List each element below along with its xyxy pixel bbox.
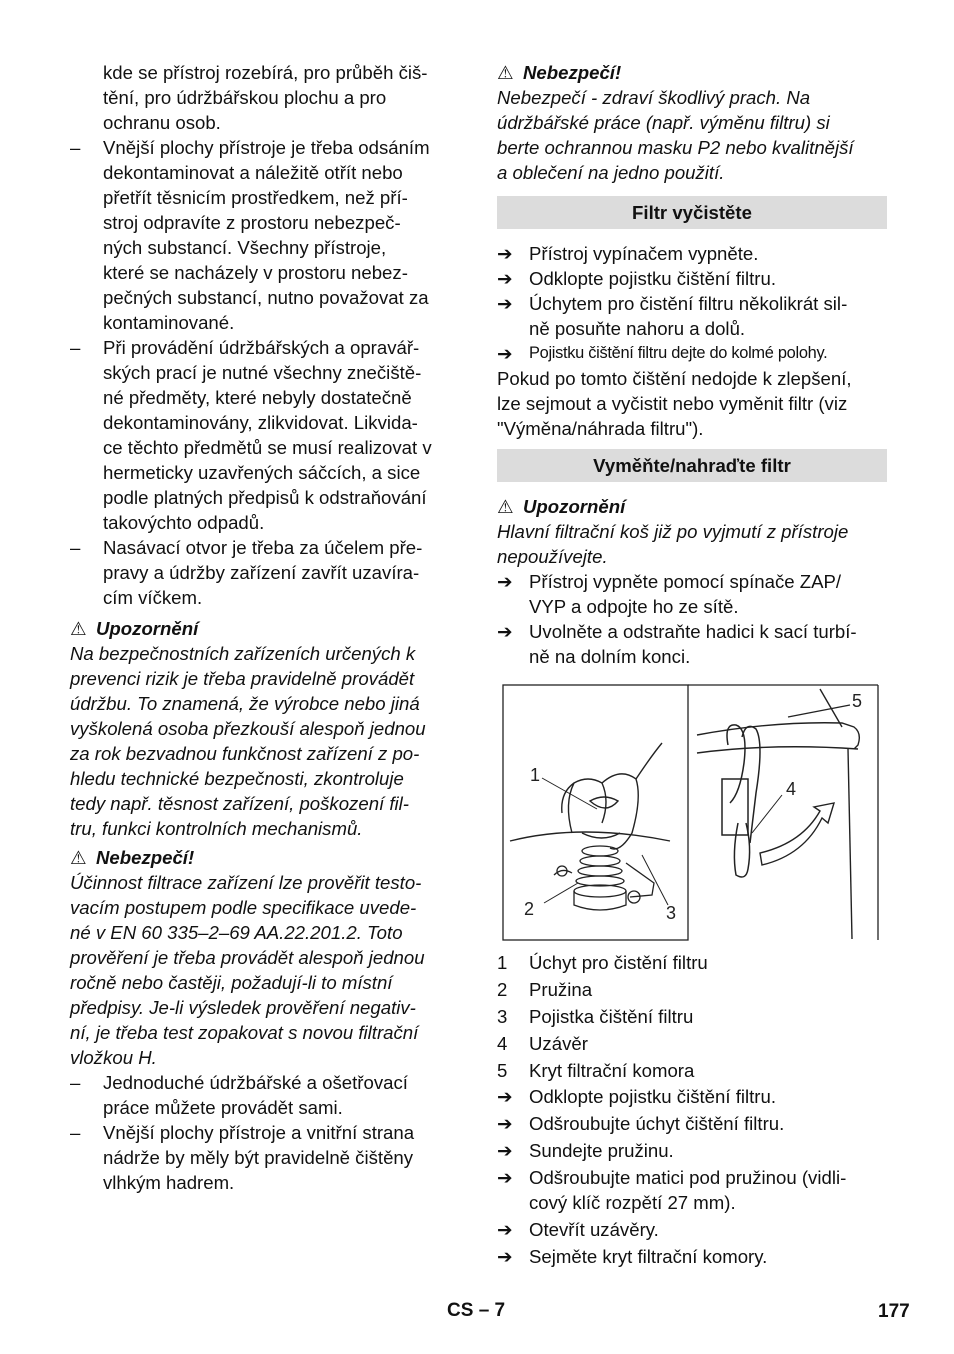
arrow-right-icon: ➔ bbox=[497, 343, 513, 364]
left-column bbox=[70, 60, 460, 1195]
arrow-right-icon: ➔ bbox=[497, 1246, 513, 1267]
callout-1: 1 bbox=[530, 765, 541, 785]
warning-heading: ⚠ Upozornění bbox=[70, 618, 199, 639]
warning-triangle-icon: ⚠ bbox=[497, 496, 514, 517]
danger-heading: ⚠ Nebezpečí! bbox=[497, 62, 622, 83]
warning-triangle-icon: ⚠ bbox=[497, 62, 514, 83]
arrow-right-icon: ➔ bbox=[497, 571, 513, 592]
arrow-right-icon: ➔ bbox=[497, 1086, 513, 1107]
arrow-right-icon: ➔ bbox=[497, 1113, 513, 1134]
dash-item-cleaning: – Vnější plochy přístroje a vnitřní strana nádrže by měly být pravidelně čištěny vlhkým hadrem. bbox=[70, 1122, 415, 1193]
dash-item-suction-opening: – Nasávací otvor je třeba za účelem pře- pravy a údržby zařízení zavřít uzavíra- cím víčkem. bbox=[70, 537, 423, 608]
dash-item-decontamination: – Vnější plochy přístroje je třeba odsáním dekontaminovat a náležitě otřít nebo přetřít těsnicím prostředkem, než pří- stroj odpravíte z prostoru nebezpeč- ných substancí. Všechny přístroje, které se nacházely v prostoru nebez- pečných substancí, nutno považovat za kontaminované. bbox=[70, 137, 430, 333]
callout-5: 5 bbox=[852, 691, 863, 711]
section-heading-replace-filter: Vyměňte/nahraďte filtr bbox=[497, 449, 887, 482]
arrow-right-icon: ➔ bbox=[497, 1167, 513, 1188]
hand-drawing bbox=[510, 743, 670, 849]
legend-item: 3 Pojistka čištění filtru bbox=[497, 1006, 694, 1027]
footer-language-code: CS – 7 bbox=[447, 1300, 506, 1321]
spring-drawing bbox=[554, 846, 654, 910]
replacement-steps bbox=[497, 1084, 887, 1269]
legend-item: 2 Pružina bbox=[497, 979, 593, 1000]
step-item: ➔ Otevřít uzávěry. bbox=[497, 1219, 659, 1240]
step-item: ➔ Sejměte kryt filtrační komory. bbox=[497, 1246, 768, 1267]
callout-leader-lines-right bbox=[752, 795, 782, 833]
page-number: 177 bbox=[878, 1301, 910, 1322]
step-item: ➔ Odšroubujte matici pod pružinou (vidli- cový klíč rozpětí 27 mm). bbox=[497, 1167, 847, 1213]
right-column bbox=[497, 60, 887, 1269]
after-cleaning-paragraph: Pokud po tomto čištění nedojde k zlepšení, lze sejmout a vyčistit nebo vyměnit filtr (viz "Výměna/náhrada filtru"). bbox=[497, 368, 852, 439]
arrow-right-icon: ➔ bbox=[497, 621, 513, 642]
step-item: ➔ Úchytem pro čistění filtru několikrát sil- ně posuňte nahoru a dolů. bbox=[497, 293, 848, 339]
danger-heading: ⚠ Nebezpečí! bbox=[70, 847, 195, 868]
warning-triangle-icon: ⚠ bbox=[70, 847, 87, 868]
callout-4: 4 bbox=[786, 779, 797, 799]
dash-item-disposal: – Při provádění údržbářských a opravář- ských prací je nutné všechny znečiště- né předměty, které nebyly dostatečně dekontaminovány, zlikvidovat. Likvida- ce těchto předmětů se musí realizovat v hermeticky uzavřených sáčcích, a sice podle platných předpisů k odstraňování takovýchto odpadů. bbox=[70, 337, 432, 533]
legend-item: 1 Úchyt pro čistění filtru bbox=[497, 952, 708, 973]
arrow-right-icon: ➔ bbox=[497, 1140, 513, 1161]
arrow-right-icon: ➔ bbox=[497, 293, 513, 314]
arrow-right-icon: ➔ bbox=[497, 1219, 513, 1240]
callout-3: 3 bbox=[666, 903, 677, 923]
warning-triangle-icon: ⚠ bbox=[70, 618, 87, 639]
callout-2: 2 bbox=[524, 899, 535, 919]
arrow-right-icon: ➔ bbox=[497, 268, 513, 289]
step-item: ➔ Přístroj vypněte pomocí spínače ZAP/ VYP a odpojte ho ze sítě. bbox=[497, 571, 842, 617]
step-item: ➔ Sundejte pružinu. bbox=[497, 1140, 674, 1161]
direction-arrow bbox=[760, 803, 834, 865]
step-item: ➔ Pojistku čištění filtru dejte do kolmé polohy. bbox=[497, 343, 828, 364]
step-item: ➔ Odklopte pojistku čištění filtru. bbox=[497, 1086, 776, 1107]
dash-item-simple-maintenance: – Jednoduché údržbářské a ošetřovací práce můžete provádět sami. bbox=[70, 1072, 408, 1118]
warning-heading: ⚠ Upozornění bbox=[497, 496, 626, 517]
legend-item: 5 Kryt filtrační komora bbox=[497, 1060, 695, 1081]
danger-text: Nebezpečí - zdraví škodlivý prach. Na údržbářské práce (např. výměnu filtru) si berte ochrannou masku P2 nebo kvalitnější a oblečení na jedno použití. bbox=[497, 87, 854, 183]
legend-item: 4 Uzávěr bbox=[497, 1033, 588, 1054]
step-item: ➔ Přístroj vypínačem vypněte. bbox=[497, 243, 759, 264]
step-item: ➔ Odšroubujte úchyt čištění filtru. bbox=[497, 1113, 785, 1134]
intro-paragraph: kde se přístroj rozebírá, pro průběh čiš- tění, pro údržbářskou plochu a pro ochranu osob. bbox=[103, 62, 428, 133]
section-heading-clean-filter: Filtr vyčistěte bbox=[497, 196, 887, 229]
step-item: ➔ Uvolněte a odstraňte hadici k sací turbí- ně na dolním konci. bbox=[497, 621, 857, 667]
figure-legend bbox=[497, 949, 887, 1084]
filter-illustration-drawing bbox=[502, 683, 879, 943]
filter-illustration bbox=[502, 683, 879, 943]
step-item: ➔ Odklopte pojistku čištění filtru. bbox=[497, 268, 776, 289]
danger-text: Účinnost filtrace zařízení lze prověřit testo- vacím postupem podle specifikace uvede- né v EN 60 335–2–69 AA.22.201.2. Toto prověření je třeba provádět alespoň jednou ročně nebo častěji, požadují-li to místní předpisy. Je-li výsledek prověření negativ- ní, je třeba test zopakovat s novou filtrační vložkou H. bbox=[70, 872, 425, 1068]
warning-text: Na bezpečnostních zařízeních určených k prevenci rizik je třeba pravidelně provádět údržbu. To znamená, že výrobce nebo jiná vyškolená osoba přezkouší alespoň jednou za rok bezvadnou funkčnost zařízení z po- hledu technické bezpečnosti, zkontroluje tedy např. těsnost zařízení, poškození fil- tru, funkci kontrolních mechanismů. bbox=[70, 643, 426, 839]
arrow-right-icon: ➔ bbox=[497, 243, 513, 264]
warning-text: Hlavní filtrační koš již po vyjmutí z přístroje nepoužívejte. bbox=[497, 521, 849, 567]
